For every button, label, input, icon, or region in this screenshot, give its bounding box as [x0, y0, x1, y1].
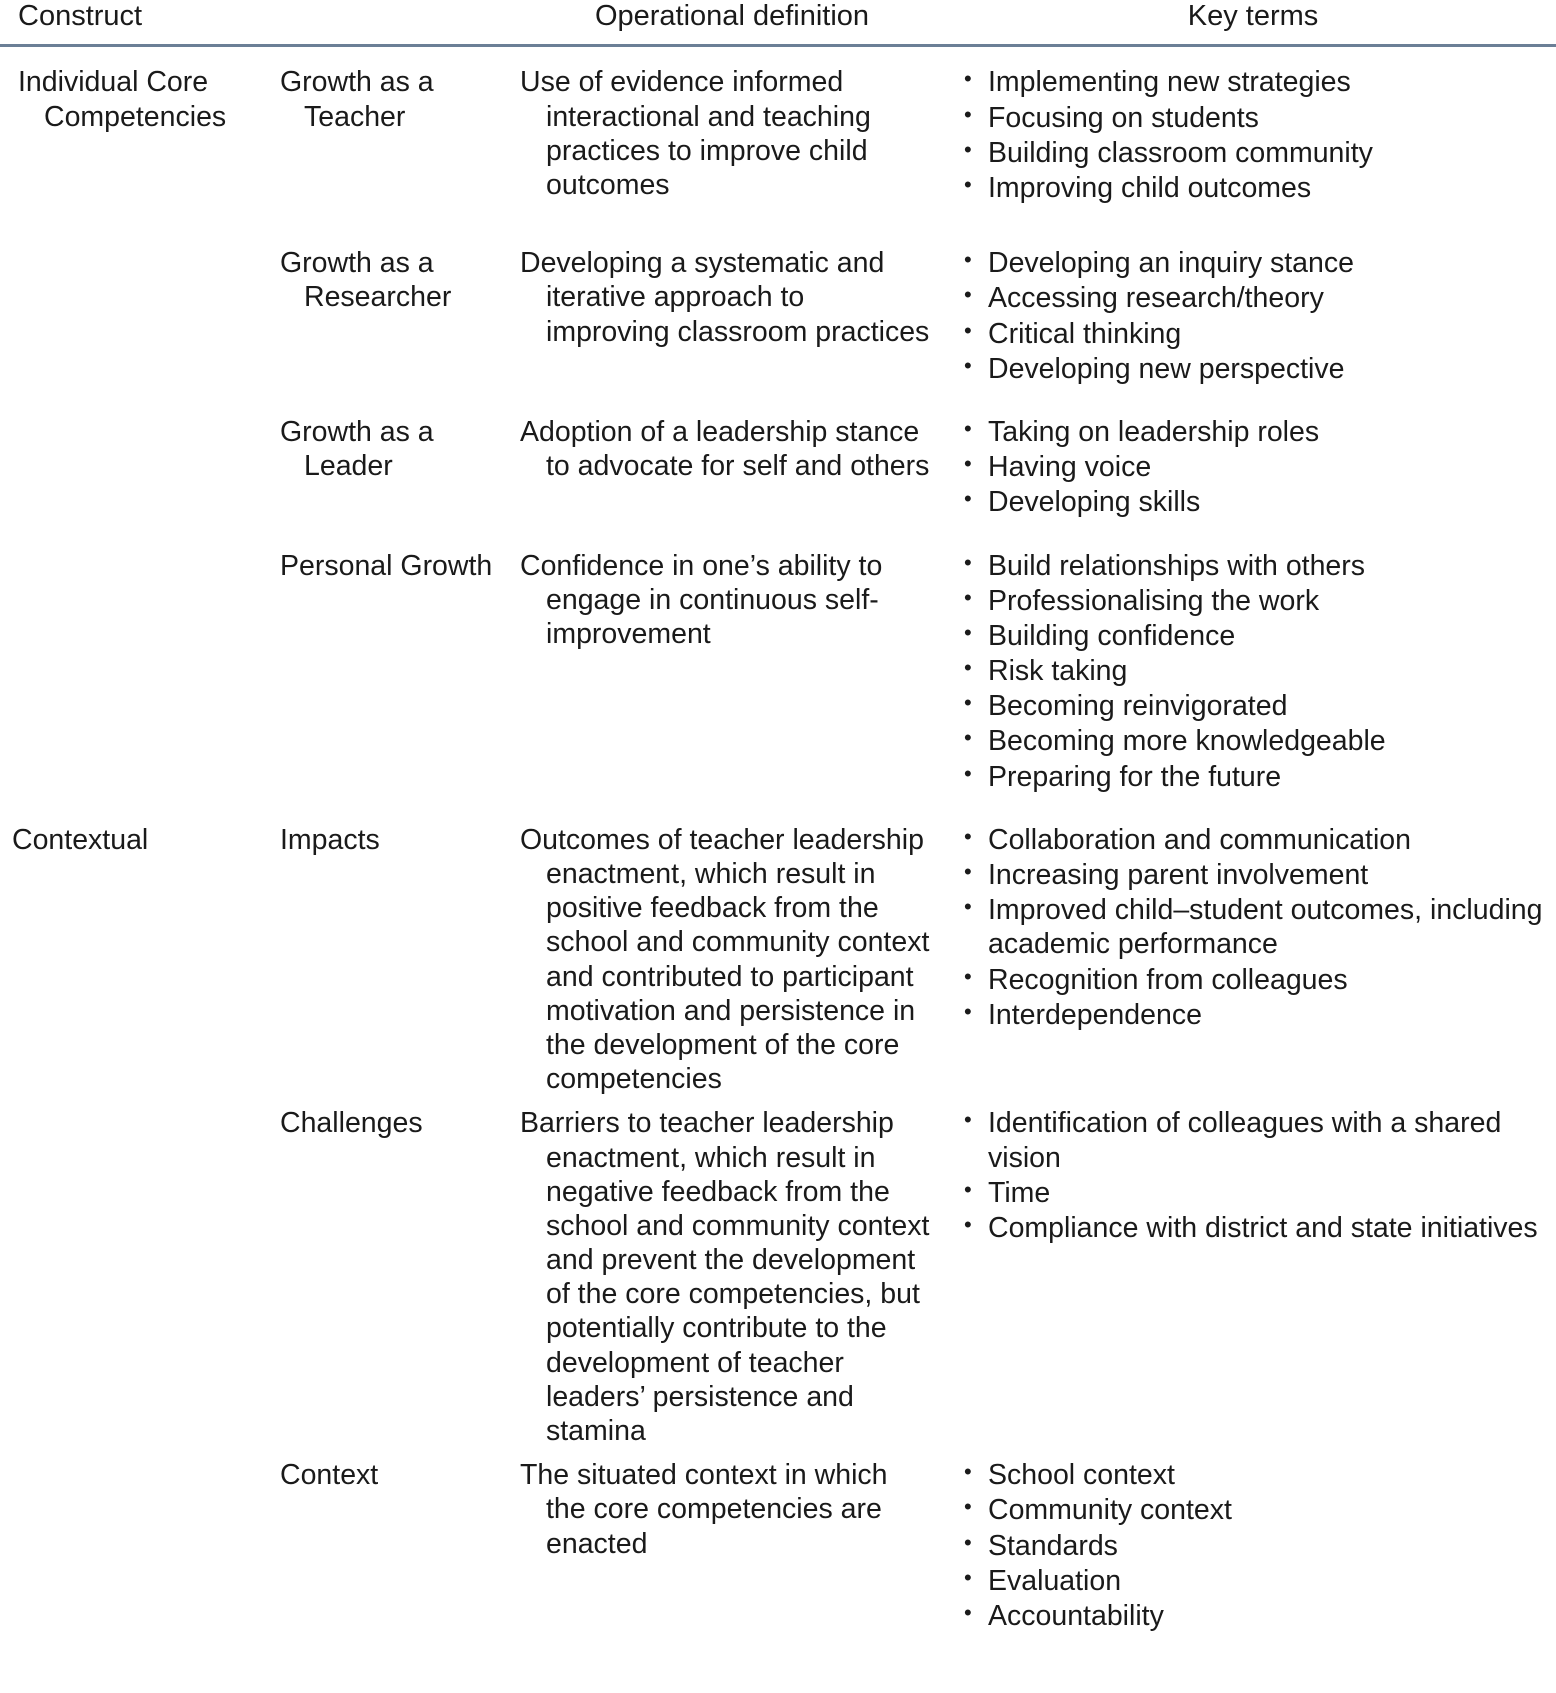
table-row [0, 63, 1556, 206]
key-term-item: • Critical thinking [958, 317, 1548, 351]
column-header-construct: Construct [0, 0, 260, 44]
key-terms-list [958, 1106, 1548, 1245]
spacer [0, 206, 1556, 244]
definition-text: The situated context in which the core competencies are enacted [520, 1459, 888, 1560]
column-header-key-terms: Key terms [940, 0, 1556, 44]
cell-dimension [260, 547, 510, 795]
table-row [0, 1104, 1556, 1448]
row-gap [0, 387, 1556, 413]
definition-text: Use of evidence informed interactional and teaching practices to improve child outcomes [520, 66, 871, 202]
cell-operational-definition [510, 547, 940, 795]
spacer [0, 47, 1556, 63]
column-header-dimension [260, 0, 510, 44]
cell-construct [0, 1104, 260, 1448]
cell-dimension [260, 413, 510, 521]
key-term-item: • Identification of colleagues with a shared vision [958, 1106, 1548, 1174]
cell-operational-definition [510, 63, 940, 206]
table-row [0, 413, 1556, 521]
cell-operational-definition [510, 413, 940, 521]
spacer [0, 387, 1556, 413]
cell-dimension [260, 1456, 510, 1634]
row-gap [0, 206, 1556, 244]
key-term-item: • Standards [958, 1529, 1548, 1563]
key-term-item: • Increasing parent involvement [958, 858, 1548, 892]
table-row [0, 1456, 1556, 1634]
table-row [0, 244, 1556, 387]
cell-operational-definition [510, 244, 940, 387]
key-term-item: • Becoming more knowledgeable [958, 724, 1548, 758]
key-term-item: • School context [958, 1458, 1548, 1492]
definition-text: Barriers to teacher leadership enactment, which result in negative feedback from the school and community context and prevent the development of the core competencies, but potentially contribute to the development of teacher leaders’ persistence and stamina [520, 1107, 930, 1448]
header-spacer [0, 47, 1556, 63]
cell-dimension [260, 821, 510, 1097]
table-row [0, 547, 1556, 795]
cell-operational-definition [510, 1456, 940, 1634]
key-terms-list [958, 246, 1548, 386]
key-term-item: • Becoming reinvigorated [958, 689, 1548, 723]
definition-text: Developing a systematic and iterative approach to improving classroom practices [520, 247, 930, 348]
key-terms-list [958, 65, 1548, 205]
spacer [0, 795, 1556, 821]
definition-text: Outcomes of teacher leadership enactment, which result in positive feedback from the school and community context and contributed to participant motivation and persistence in the development of the core competencies [520, 823, 930, 1096]
cell-construct [0, 821, 260, 1097]
column-header-operational-definition: Operational definition [510, 0, 940, 44]
dimension-label: Growth as a Researcher [280, 247, 452, 314]
cell-dimension [260, 63, 510, 206]
spacer [0, 1448, 1556, 1456]
key-term-item: • Improved child–student outcomes, including academic performance [958, 893, 1548, 961]
cell-key-terms [940, 63, 1556, 206]
row-gap [0, 1096, 1556, 1104]
key-term-item: • Taking on leadership roles [958, 415, 1548, 449]
cell-construct [0, 244, 260, 387]
key-terms-list [958, 823, 1548, 1032]
cell-key-terms [940, 244, 1556, 387]
cell-construct [0, 1456, 260, 1634]
cell-key-terms [940, 413, 1556, 521]
definition-text: Adoption of a leadership stance to advocate for self and others [520, 415, 930, 483]
key-terms-list [958, 549, 1548, 794]
construct-label: Individual Core Competencies [18, 66, 227, 133]
cell-key-terms [940, 821, 1556, 1097]
key-terms-list [958, 415, 1548, 520]
spacer [0, 521, 1556, 547]
dimension-label: Growth as a Teacher [280, 66, 434, 133]
construct-label: Contextual [12, 823, 149, 856]
dimension-label: Personal Growth [280, 549, 493, 582]
row-gap [0, 1448, 1556, 1456]
key-term-item: • Improving child outcomes [958, 171, 1548, 205]
key-term-item: • Time [958, 1176, 1548, 1210]
key-term-item: • Community context [958, 1493, 1548, 1527]
key-term-item: • Implementing new strategies [958, 65, 1548, 99]
dimension-label: Growth as a Leader [280, 415, 434, 483]
key-term-item: • Accountability [958, 1599, 1548, 1633]
dimension-label: Context [280, 1459, 379, 1492]
key-term-item: • Preparing for the future [958, 760, 1548, 794]
cell-operational-definition [510, 1104, 940, 1448]
dimension-label: Challenges [280, 1107, 423, 1140]
key-term-item: • Building classroom community [958, 136, 1548, 170]
cell-construct [0, 63, 260, 206]
key-term-item: • Compliance with district and state initiatives [958, 1211, 1548, 1245]
cell-operational-definition [510, 821, 940, 1097]
key-term-item: • Risk taking [958, 654, 1548, 688]
header-row [0, 0, 1556, 44]
cell-dimension [260, 1104, 510, 1448]
cell-key-terms [940, 547, 1556, 795]
key-term-item: • Professionalising the work [958, 584, 1548, 618]
key-term-item: • Developing skills [958, 485, 1548, 519]
row-gap [0, 521, 1556, 547]
table-header [0, 0, 1556, 63]
cell-construct [0, 547, 260, 795]
key-term-item: • Building confidence [958, 619, 1548, 653]
key-term-item: • Focusing on students [958, 101, 1548, 135]
dimension-label: Impacts [280, 823, 380, 856]
key-terms-list [958, 1458, 1548, 1633]
key-term-item: • Evaluation [958, 1564, 1548, 1598]
spacer [0, 1096, 1556, 1104]
cell-dimension [260, 244, 510, 387]
key-term-item: • Having voice [958, 450, 1548, 484]
key-term-item: • Recognition from colleagues [958, 963, 1548, 997]
key-term-item: • Developing an inquiry stance [958, 246, 1548, 280]
table-row [0, 821, 1556, 1097]
table-body [0, 63, 1556, 1634]
cell-construct [0, 413, 260, 521]
key-term-item: • Build relationships with others [958, 549, 1548, 583]
key-term-item: • Interdependence [958, 998, 1548, 1032]
row-gap [0, 795, 1556, 821]
definition-text: Confidence in one’s ability to engage in continuous self-improvement [520, 549, 883, 650]
cell-key-terms [940, 1456, 1556, 1634]
key-term-item: • Developing new perspective [958, 352, 1548, 386]
key-term-item: • Accessing research/theory [958, 281, 1548, 315]
key-term-item: • Collaboration and communication [958, 823, 1548, 857]
cell-key-terms [940, 1104, 1556, 1448]
